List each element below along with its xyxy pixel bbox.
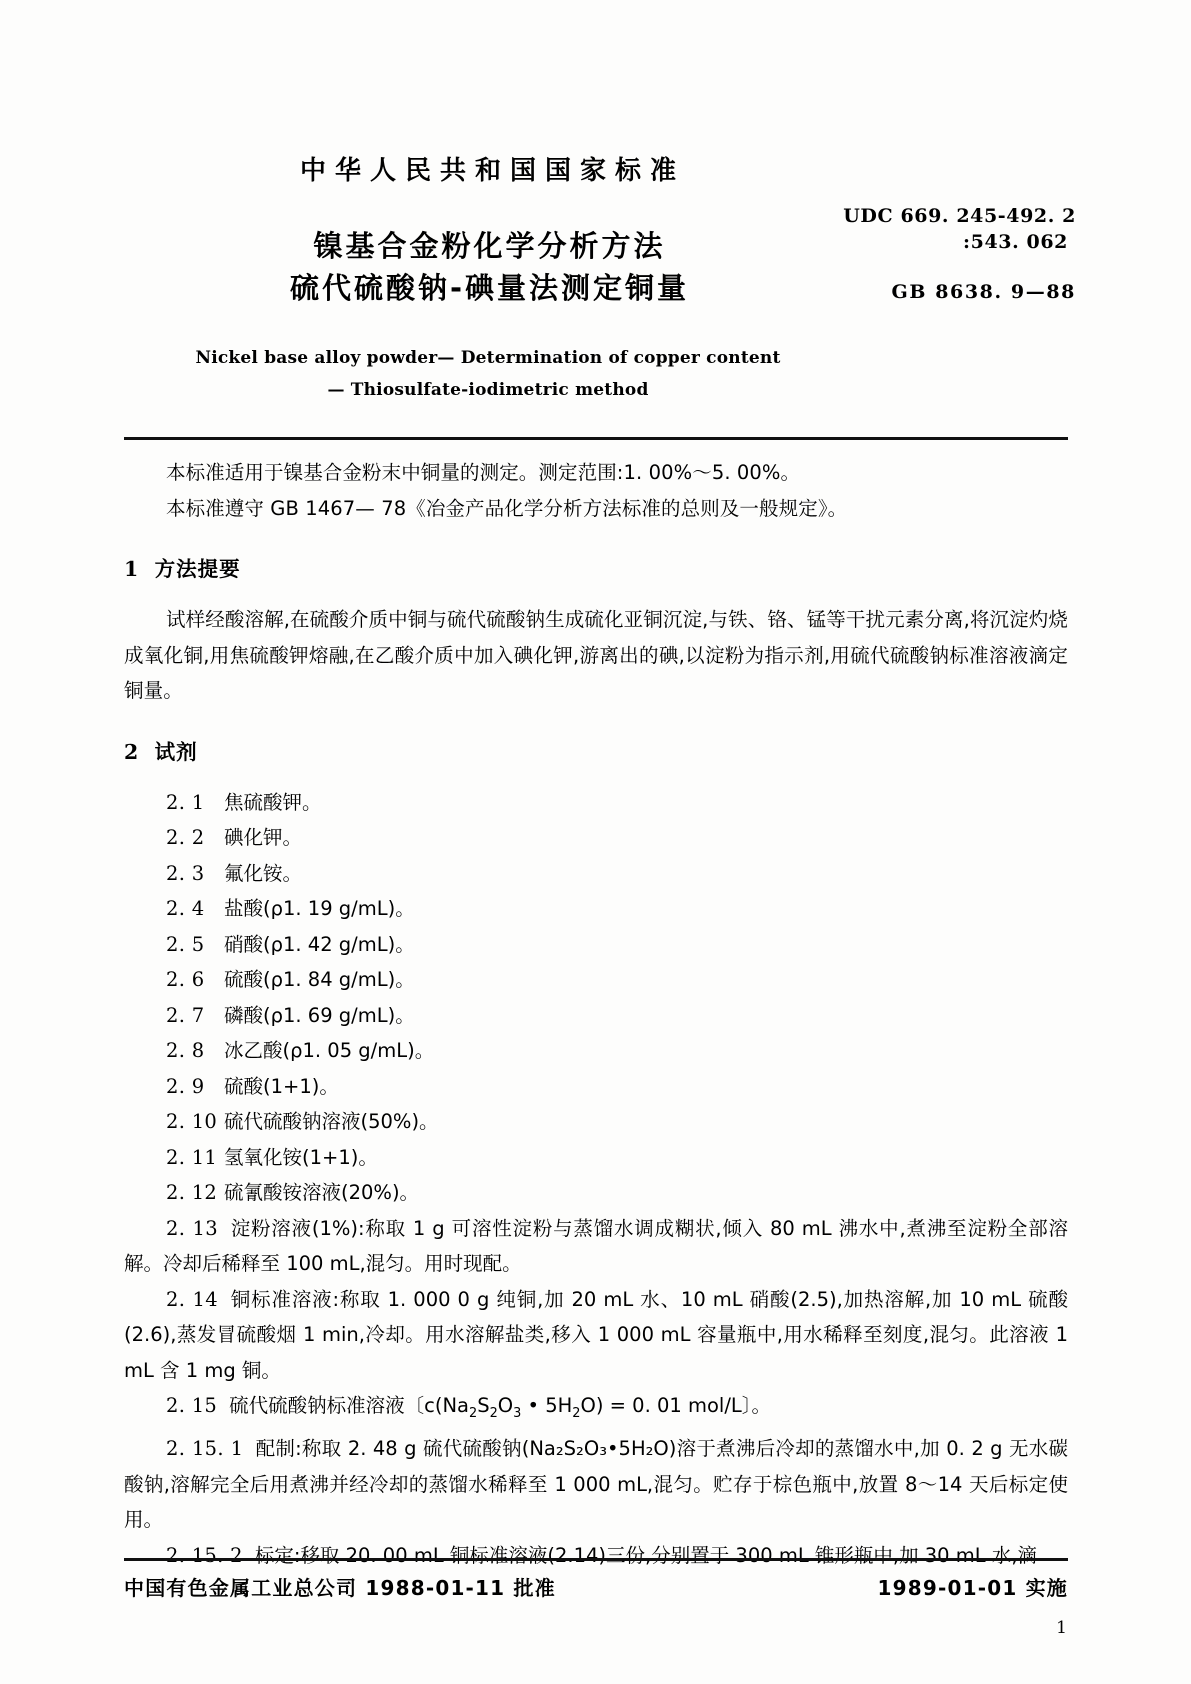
header-divider-rule (124, 437, 1068, 440)
implementation-date: 1989-01-01 实施 (877, 1576, 1068, 1600)
page-footer (124, 1572, 1068, 1601)
reagent-item (166, 1033, 1068, 1069)
reagent-list (124, 785, 1068, 1211)
reagent-text: 硝酸(ρ1. 42 g/mL)。 (224, 932, 415, 956)
section-2-heading (124, 735, 1068, 765)
english-title-block (0, 343, 1191, 406)
reagent-text: 盐酸(ρ1. 19 g/mL)。 (224, 897, 415, 920)
reagent-text: 硫酸(ρ1. 84 g/mL)。 (224, 968, 415, 991)
udc-code: UDC 669. 245-492. 2 (843, 205, 1076, 227)
scope-line-2: 本标准遵守 GB 1467— 78《冶金产品化学分析方法标准的总则及一般规定》。 (166, 496, 848, 520)
reagent-number: 2. 12 (166, 1181, 218, 1204)
reagent-item (166, 1104, 1068, 1140)
reagent-item (166, 1140, 1068, 1176)
section-1-title: 方法提要 (154, 557, 241, 581)
reagent-text: 焦硫酸钾。 (224, 790, 322, 814)
approval-statement: 中国有色金属工业总公司 1988-01-11 批准 (124, 1576, 556, 1600)
section-1-heading (124, 552, 1068, 582)
standard-title-line-1: 镍基合金粉化学分析方法 (313, 229, 666, 263)
reagent-number: 2. 6 (166, 968, 205, 991)
reagent-number: 2. 2 (166, 826, 205, 849)
reagent-text: 硫氰酸铵溶液(20%)。 (224, 1181, 420, 1204)
section-2-number: 2 (124, 739, 139, 764)
page-number: 1 (1056, 1618, 1067, 1638)
reagent-number: 2. 5 (166, 932, 205, 956)
reagent-text: 氟化铵。 (224, 861, 303, 885)
reagent-text: 磷酸(ρ1. 69 g/mL)。 (224, 1003, 415, 1027)
section-1-number: 1 (124, 557, 139, 581)
reagent-text: 硫酸(1+1)。 (224, 1074, 339, 1098)
reagent-text: 铜标准溶液:称取 1. 000 0 g 纯铜,加 20 mL 水、10 mL 硝酸(2.5),加热溶解,加 10 mL 硫酸(2.6),蒸发冒硫酸烟 1 min,冷却。用水溶解盐类,移入 1 000 mL 容量瓶中,用水稀释至刻度,混匀。此溶液 1 mL 含 1 mg 铜。 (124, 1287, 1068, 1382)
reagent-item (166, 891, 1068, 927)
reagent-number: 2. 9 (166, 1074, 205, 1098)
reagent-number: 2. 8 (166, 1039, 205, 1062)
reagent-number: 2. 11 (166, 1145, 218, 1169)
section-2-title: 试剂 (154, 739, 198, 764)
reagent-item (166, 820, 1068, 856)
reagent-number: 2. 15. 2 (166, 1543, 243, 1567)
reagent-text: 碘化钾。 (224, 826, 303, 849)
reagent-paragraph-2-15 (124, 1388, 1068, 1431)
footer-divider-rule (124, 1558, 1068, 1561)
reagent-paragraph-2-13 (124, 1211, 1068, 1282)
reagent-text: 氢氧化铵(1+1)。 (224, 1145, 378, 1169)
reagent-text: 配制:称取 2. 48 g 硫代硫酸钠(Na₂S₂O₃•5H₂O)溶于煮沸后冷却的蒸馏水中,加 0. 2 g 无水碳酸钠,溶解完全后用煮沸并经冷却的蒸馏水稀释至 1 000 mL,混匀。贮存于棕色瓶中,放置 8～14 天后标定使用。 (124, 1437, 1068, 1532)
reagent-number: 2. 15 (166, 1394, 218, 1417)
reagent-item (166, 1069, 1068, 1105)
reagent-number: 2. 13 (166, 1216, 218, 1240)
reagent-number: 2. 4 (166, 897, 205, 920)
reagent-number: 2. 10 (166, 1110, 218, 1133)
reagent-item (166, 1175, 1068, 1211)
reagent-number: 2. 14 (166, 1287, 218, 1311)
reagent-text: 冰乙酸(ρ1. 05 g/mL)。 (224, 1039, 435, 1062)
section-1-body: 试样经酸溶解,在硫酸介质中铜与硫代硫酸钠生成硫化亚铜沉淀,与铁、铬、锰等干扰元素分离,将沉淀灼烧成氧化铜,用焦硫酸钾熔融,在乙酸介质中加入碘化钾,游离出的碘,以淀粉为指示剂,用硫代硫酸钠标准溶液滴定铜量。 (124, 608, 1068, 702)
udc-code-subdivision: :543. 062 (963, 231, 1068, 253)
reagent-number: 2. 7 (166, 1003, 205, 1027)
english-title-line-2: — Thiosulfate-iodimetric method (327, 379, 649, 400)
gb-standard-number: GB 8638. 9—88 (891, 281, 1076, 303)
reagent-number: 2. 1 (166, 790, 205, 814)
reagent-paragraph-2-14 (124, 1282, 1068, 1389)
reagent-item (166, 998, 1068, 1034)
reagent-item (166, 785, 1068, 821)
classification-code-block (776, 205, 1076, 303)
scope-line-1: 本标准适用于镍基合金粉末中铜量的测定。测定范围:1. 00%～5. 00%。 (166, 461, 801, 484)
reagent-paragraph-2-15-2 (124, 1538, 1068, 1574)
document-body (124, 455, 1068, 1573)
reagent-text: 标定:移取 20. 00 mL 铜标准溶液(2.14)三份,分别置于 300 mL 锥形瓶中,加 30 mL 水,滴 (254, 1543, 1038, 1567)
reagent-text: 硫代硫酸钠溶液(50%)。 (224, 1110, 439, 1133)
nation-title: 中华人民共和国国家标准 (299, 156, 685, 186)
reagent-item (166, 962, 1068, 998)
reagent-number: 2. 15. 1 (166, 1437, 244, 1461)
reagent-number: 2. 3 (166, 861, 205, 885)
reagent-paragraph-2-15-1 (124, 1431, 1068, 1538)
reagent-text: 硫代硫酸钠标准溶液〔$c(Na_2S_2O_3$ • $5H_2O) = 0$. 01 mol/L〕。 (229, 1394, 772, 1421)
standard-title-line-2: 硫代硫酸钠-碘量法测定铜量 (289, 271, 690, 306)
reagent-text: 淀粉溶液(1%):称取 1 g 可溶性淀粉与蒸馏水调成糊状,倾入 80 mL 沸水中,煮沸至淀粉全部溶解。冷却后稀释至 100 mL,混匀。用时现配。 (124, 1216, 1068, 1275)
reagent-item (166, 856, 1068, 892)
reagent-item (166, 927, 1068, 963)
english-title-line-1: Nickel base alloy powder— Determination of copper content (195, 348, 781, 369)
